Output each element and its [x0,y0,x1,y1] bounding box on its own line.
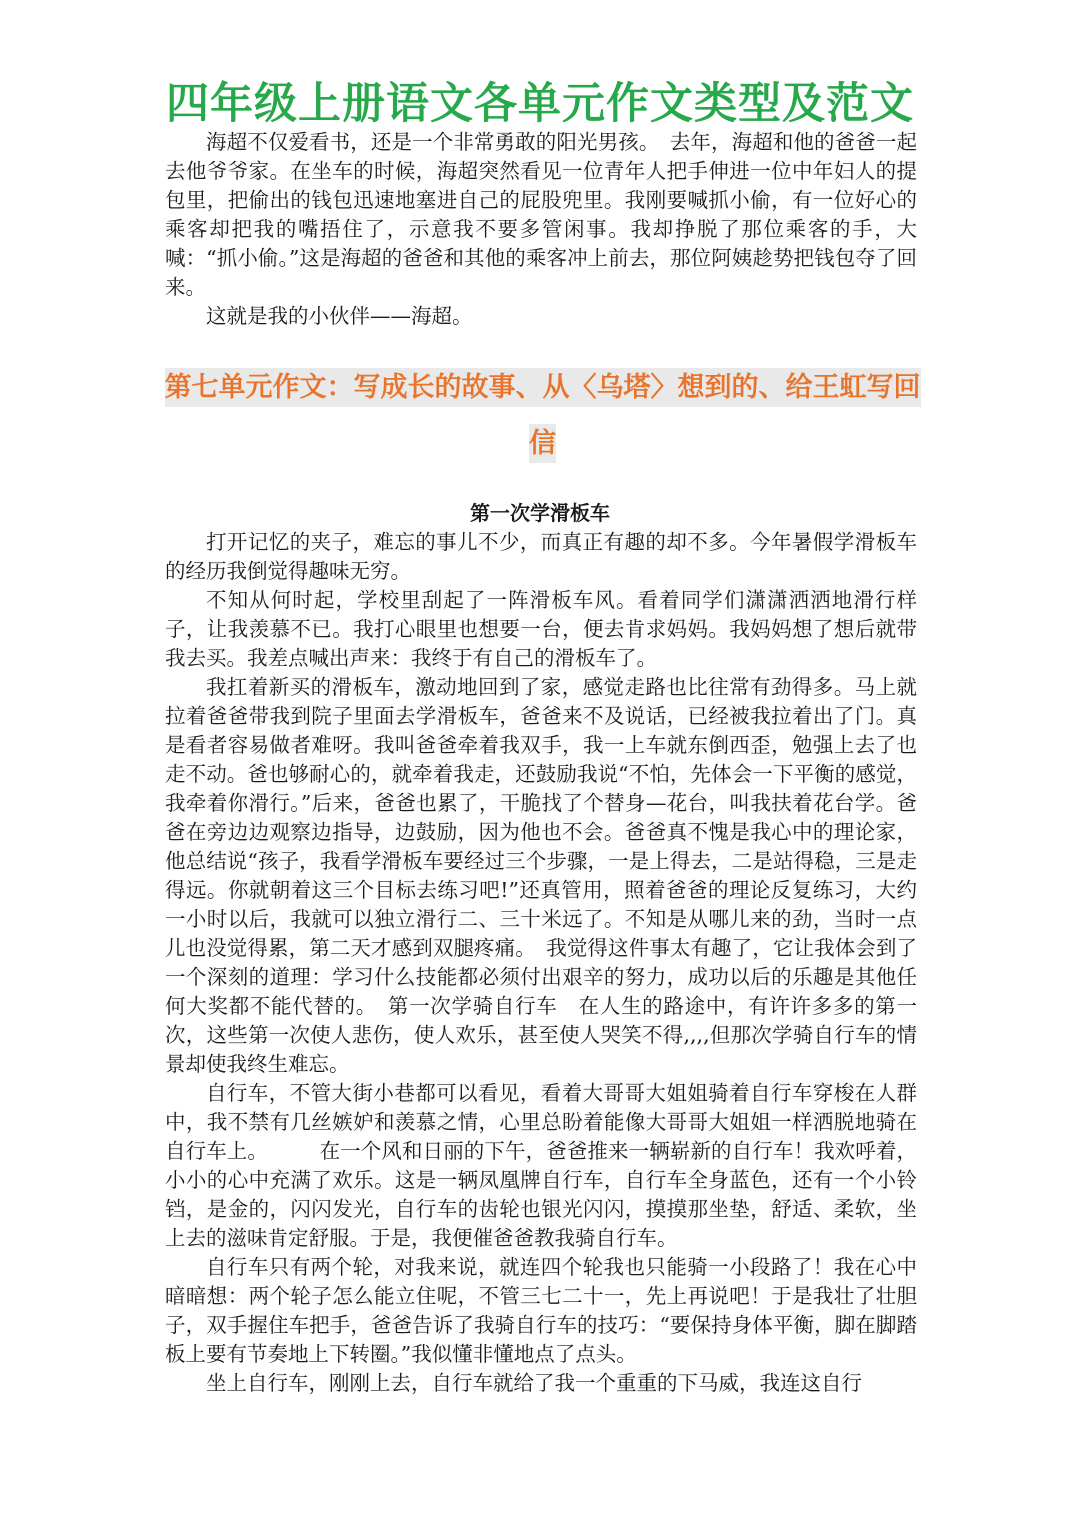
intro-passage [165,128,917,331]
essay-paragraph: 打开记忆的夹子，难忘的事儿不少，而真正有趣的却不多。今年暑假学滑板车的经历我倒觉得趣味无穷。 [165,530,917,583]
essay-body [165,528,917,1398]
intro-paragraph: 这就是我的小伙伴——海超。 [206,304,473,328]
essay-title: 第一次学滑板车 [470,501,610,525]
essay-paragraph: 坐上自行车，刚刚上去，自行车就给了我一个重重的下马威，我连这自行 [206,1371,862,1395]
essay-paragraph: 不知从何时起，学校里刮起了一阵滑板车风。看着同学们潇潇洒洒地滑行样子，让我羡慕不已。我打心眼里也想要一台，便去肯求妈妈。我妈妈想了想后就带我去买。我差点喊出声来：我终于有自己的滑板车了。 [165,588,917,670]
document-title: 四年级上册语文各单元作文类型及范文 [166,79,914,129]
essay-paragraph: 自行车只有两个轮，对我来说，就连四个轮我也只能骑一小段路了！我在心中暗暗想：两个轮子怎么能立住呢，不管三七二十一，先上再说吧！于是我壮了壮胆子，双手握住车把手，爸爸告诉了我骑自行车的技巧：“要保持身体平衡，脚在脚踏板上要有节奏地上下转圈。”我似懂非懂地点了点头。 [165,1255,917,1366]
essay-paragraph: 自行车，不管大街小巷都可以看见，看着大哥哥大姐姐骑着自行车穿梭在人群中，我不禁有几丝嫉妒和羡慕之情，心里总盼着能像大哥哥大姐姐一样洒脱地骑在自行车上。 在一个风和日丽的下午，爸爸推来一辆崭新的自行车！我欢呼着，小小的心中充满了欢乐。这是一辆凤凰牌自行车，自行车全身蓝色，还有一个小铃铛，是金的，闪闪发光，自行车的齿轮也银光闪闪，摸摸那坐垫，舒适、柔软，坐上去的滋味肯定舒服。于是，我便催爸爸教我骑自行车。 [165,1081,917,1250]
unit-seven-heading-text: 第七单元作文：写成长的故事、从〈乌塔〉想到的、给王虹写回信 [165,368,921,463]
unit-seven-heading [160,360,925,472]
essay-paragraph: 我扛着新买的滑板车，激动地回到了家，感觉走路也比往常有劲得多。马上就拉着爸爸带我到院子里面去学滑板车，爸爸来不及说话，已经被我拉着出了门。真是看者容易做者难呀。我叫爸爸牵着我双手，我一上车就东倒西歪，勉强上去了也走不动。爸也够耐心的，就牵着我走，还鼓励我说“不怕，先体会一下平衡的感觉，我牵着你滑行。”后来，爸爸也累了，干脆找了个替身—花台，叫我扶着花台学。爸爸在旁边边观察边指导，边鼓励，因为他也不会。爸爸真不愧是我心中的理论家，他总结说“孩子，我看学滑板车要经过三个步骤，一是上得去，二是站得稳，三是走得远。你就朝着这三个目标去练习吧!”还真管用，照着爸爸的理论反复练习，大约一小时以后，我就可以独立滑行二、三十米远了。不知是从哪儿来的劲，当时一点儿也没觉得累，第二天才感到双腿疼痛。 我觉得这件事太有趣了，它让我体会到了一个深刻的道理：学习什么技能都必须付出艰辛的努力，成功以后的乐趣是其他任何大奖都不能代替的。 第一次学骑自行车 在人生的路途中，有许许多多的第一次，这些第一次使人悲伤，使人欢乐，甚至使人哭笑不得,,,,但那次学骑自行车的情景却使我终生难忘。 [165,675,917,1076]
intro-paragraph: 海超不仅爱看书，还是一个非常勇敢的阳光男孩。 去年，海超和他的爸爸一起去他爷爷家。在坐车的时候，海超突然看见一位青年人把手伸进一位中年妇人的提包里，把偷出的钱包迅速地塞进自己的屁股兜里。我刚要喊抓小偷，有一位好心的乘客却把我的嘴捂住了，示意我不要多管闲事。我却挣脱了那位乘客的手，大喊：“抓小偷。”这是海超的爸爸和其他的乘客冲上前去，那位阿姨趁势把钱包夺了回来。 [165,130,917,299]
